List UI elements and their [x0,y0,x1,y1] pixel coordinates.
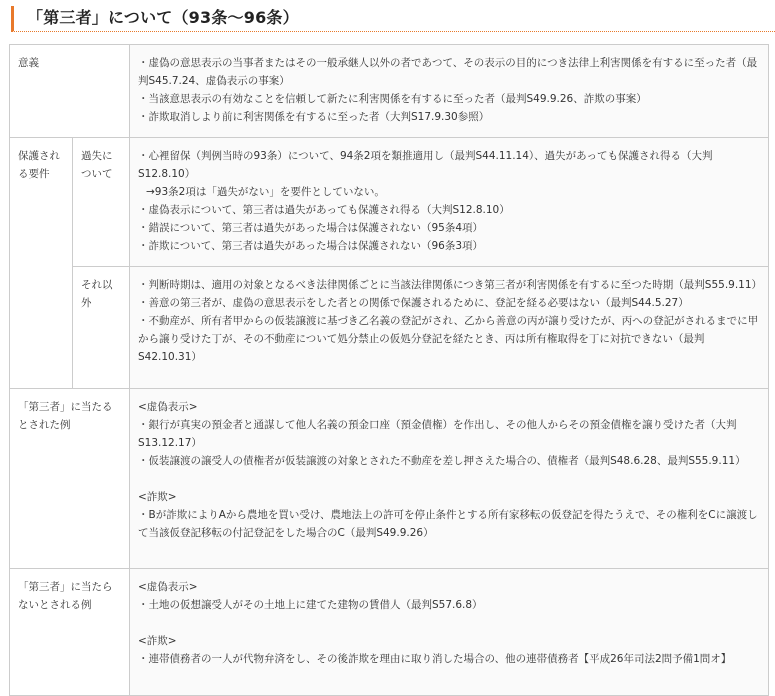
text-line: ・Bが詐欺によりAから農地を買い受け、農地法上の許可を停止条件とする所有家移転の仮登記を得たうえで、その権利をCに譲渡して当該仮登記移転の付記登記をした場合のC（最判S49.9.26） [138,509,758,539]
third-party-table [9,44,769,696]
text-line: ・善意の第三者が、虚偽の意思表示をした者との関係で保護されるために、登記を経る必要はない（最判S44.5.27） [138,297,689,309]
table-row-not-applicable [10,569,769,696]
text-line: ・詐欺について、第三者は過失があった場合は保護されない（96条3項） [138,240,484,252]
row-content-significance [130,45,769,138]
text-line: ・虚偽の意思表示の当事者またはその一般承継人以外の者であつて、その表示の目的につき法律上利害関係を有するに至った者（最判S45.7.24、虚偽表示の事案） [138,57,758,87]
subheading-fraud: <詐欺> [138,491,177,503]
row-content-not-applicable [130,569,769,696]
spacer [138,470,760,488]
table-row-negligence [10,138,769,267]
row-content-negligence [130,138,769,267]
text-line: →93条2項は「過失がない」を要件としていない。 [146,186,385,198]
sub-label-negligence: 過失について [73,138,130,267]
text-line: ・連帯債務者の一人が代物弁済をし、その後詐欺を理由に取り消した場合の、他の連帯債務者【平成26年司法2問予備1問オ】 [138,653,732,665]
subheading-fraud: <詐欺> [138,635,177,647]
row-label-significance: 意義 [10,45,130,138]
subheading-false-representation: <虚偽表示> [138,401,198,413]
text-line: ・当該意思表示の有効なことを信頼して新たに利害関係を有するに至った者（最判S49.9.26、詐欺の事案） [138,93,647,105]
subheading-false-representation: <虚偽表示> [138,581,198,593]
text-line: ・銀行が真実の預金者と通謀して他人名義の預金口座（預金債権）を作出し、その他人からその預金債権を譲り受けた者（大判S13.12.17） [138,419,737,449]
row-content-applicable [130,389,769,569]
text-line: ・錯誤について、第三者は過失があった場合は保護されない（95条4項） [138,222,484,234]
page-title: 「第三者」について（93条〜96条） [27,8,299,27]
text-line: ・不動産が、所有者甲からの仮装譲渡に基づき乙名義の登記がされ、乙から善意の丙が譲り受けたが、丙への登記がされるまでに甲から譲り受けた丁が、その不動産について処分禁止の仮処分登記を経たとき、丙は所有権取得を丁に対抗できない（最判S42.10.31） [138,315,759,363]
table-row-applicable [10,389,769,569]
text-line: ・土地の仮想譲受人がその土地上に建てた建物の賃借人（最判S57.6.8） [138,599,483,611]
text-line: ・判断時期は、適用の対象となるべき法律関係ごとに当該法律関係につき第三者が利害関係を有するに至つた時期（最判S55.9.11） [138,279,763,291]
text-line: ・虚偽表示について、第三者は過失があっても保護され得る（大判S12.8.10） [138,204,510,216]
row-label-not-applicable: 「第三者」に当たらないとされる例 [10,569,130,696]
text-line: ・心裡留保（判例当時の93条）について、94条2項を類推適用し（最判S44.11.14）、過失があっても保護され得る（大判S12.8.10） [138,150,713,180]
spacer [138,614,760,632]
row-content-other [130,267,769,389]
text-line: ・仮装譲渡の譲受人の債権者が仮装譲渡の対象とされた不動産を差し押さえた場合の、債権者（最判S48.6.28、最判S55.9.11） [138,455,746,467]
text-line: ・詐欺取消しより前に利害関係を有するに至った者（大判S17.9.30参照） [138,111,490,123]
row-label-applicable: 「第三者」に当たるとされた例 [10,389,130,569]
table-row-significance [10,45,769,138]
section-heading [11,6,775,32]
table-row-other [10,267,769,389]
sub-label-other: それ以外 [73,267,130,389]
row-label-requirements: 保護される要件 [10,138,73,389]
